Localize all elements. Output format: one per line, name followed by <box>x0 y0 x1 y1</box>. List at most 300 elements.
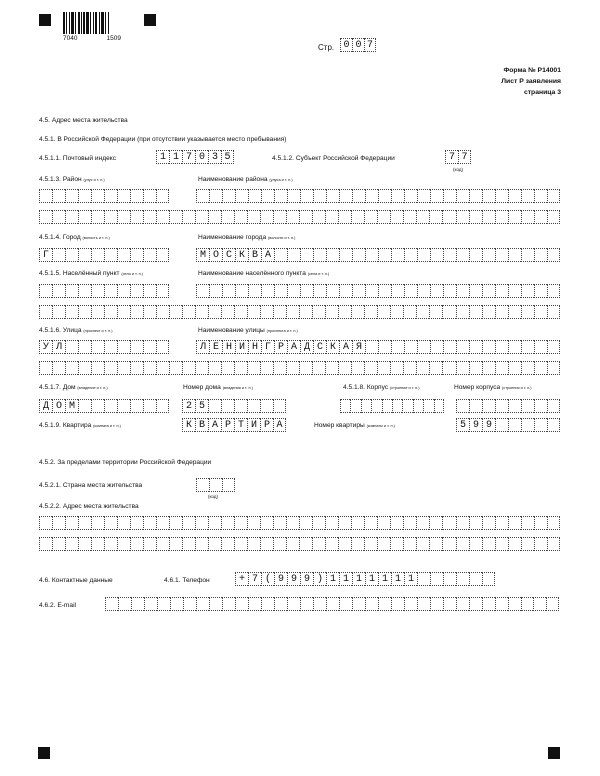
char-cell <box>495 189 508 203</box>
char-cell <box>430 284 443 298</box>
char-cell <box>78 537 91 551</box>
district-hint: (улус и т. п.) <box>83 178 105 182</box>
char-cell <box>365 189 378 203</box>
char-cell <box>286 305 299 319</box>
char-cell <box>364 210 377 224</box>
apartment-number-hint: (комнаты и т. п.) <box>366 424 395 428</box>
subject-label: 4.5.1.2. Субъект Российской Федерации <box>272 155 395 162</box>
city-hint: (волость и т. п.) <box>82 236 110 240</box>
char-cell <box>469 399 482 413</box>
char-cell <box>350 399 360 413</box>
district-name-field-row-1[interactable] <box>196 189 560 203</box>
char-cell <box>39 189 52 203</box>
char-cell: ) <box>313 572 326 586</box>
house-number-label <box>183 384 253 392</box>
char-cell <box>261 284 274 298</box>
char-cell <box>326 284 339 298</box>
char-cell <box>104 210 117 224</box>
char-cell <box>416 537 429 551</box>
char-cell <box>234 210 247 224</box>
apartment-type-field[interactable] <box>182 418 286 432</box>
char-cell <box>299 210 312 224</box>
building-label <box>343 384 420 392</box>
char-cell <box>221 361 234 375</box>
char-cell <box>156 305 169 319</box>
char-cell <box>469 537 482 551</box>
char-cell <box>195 537 208 551</box>
char-cell: 5 <box>456 418 469 432</box>
char-cell <box>482 189 495 203</box>
char-cell <box>456 340 469 354</box>
char-cell <box>234 361 247 375</box>
char-cell <box>78 361 91 375</box>
char-cell <box>534 248 547 262</box>
char-cell <box>208 516 221 530</box>
foreign-address-field-row-2[interactable] <box>39 537 560 551</box>
char-cell <box>534 537 547 551</box>
char-cell <box>482 340 495 354</box>
char-cell <box>104 340 117 354</box>
char-cell: М <box>196 248 209 262</box>
locality-type-field[interactable] <box>39 284 169 298</box>
char-cell <box>534 418 547 432</box>
char-cell <box>234 399 247 413</box>
char-cell <box>118 597 131 611</box>
char-cell <box>456 537 469 551</box>
char-cell <box>482 210 495 224</box>
char-cell: 1 <box>352 572 365 586</box>
char-cell <box>508 597 521 611</box>
char-cell <box>521 305 534 319</box>
char-cell <box>130 399 143 413</box>
char-cell: 5 <box>221 150 234 164</box>
char-cell <box>547 189 560 203</box>
char-cell: 7 <box>364 38 376 52</box>
char-cell <box>508 399 521 413</box>
char-cell: 9 <box>482 418 495 432</box>
house-hint: (владение и т. п.) <box>77 386 108 390</box>
char-cell: Р <box>221 418 234 432</box>
char-cell <box>209 189 222 203</box>
char-cell <box>312 305 325 319</box>
city-name-field[interactable] <box>196 248 560 262</box>
apartment-label <box>39 422 121 430</box>
char-cell <box>104 248 117 262</box>
char-cell <box>143 210 156 224</box>
char-cell <box>521 340 534 354</box>
char-cell: 1 <box>391 572 404 586</box>
char-cell <box>195 516 208 530</box>
building-number-field[interactable] <box>456 399 560 413</box>
char-cell <box>247 516 260 530</box>
char-cell <box>300 597 313 611</box>
char-cell <box>456 248 469 262</box>
char-cell <box>287 284 300 298</box>
char-cell <box>417 248 430 262</box>
char-cell <box>313 189 326 203</box>
char-cell <box>130 537 143 551</box>
corner-marker-bottom-right <box>548 747 560 759</box>
char-cell <box>143 248 156 262</box>
char-cell <box>456 305 469 319</box>
char-cell <box>521 248 534 262</box>
char-cell <box>65 537 78 551</box>
char-cell <box>377 537 390 551</box>
char-cell <box>430 340 443 354</box>
street-name-field-row-2[interactable] <box>39 361 560 375</box>
char-cell <box>130 516 143 530</box>
char-cell <box>547 537 560 551</box>
char-cell <box>65 210 78 224</box>
char-cell <box>117 284 130 298</box>
locality-name-label-text: Наименование населённого пункта <box>198 270 306 277</box>
char-cell: 2 <box>182 399 195 413</box>
char-cell: 1 <box>378 572 391 586</box>
char-cell: 1 <box>156 150 169 164</box>
char-cell <box>417 572 430 586</box>
char-cell <box>325 361 338 375</box>
char-cell <box>248 189 261 203</box>
char-cell <box>156 189 169 203</box>
char-cell <box>338 305 351 319</box>
char-cell <box>273 361 286 375</box>
char-cell <box>417 597 430 611</box>
char-cell <box>469 597 482 611</box>
char-cell <box>351 361 364 375</box>
char-cell <box>442 305 455 319</box>
char-cell <box>339 597 352 611</box>
city-type-field[interactable] <box>39 248 169 262</box>
locality-name-field-row-2[interactable] <box>39 305 560 319</box>
char-cell <box>547 284 560 298</box>
char-cell <box>521 418 534 432</box>
char-cell <box>300 284 313 298</box>
city-name-hint: (волости и т. п.) <box>268 236 296 240</box>
char-cell <box>39 284 52 298</box>
char-cell <box>534 210 547 224</box>
char-cell <box>235 189 248 203</box>
char-cell <box>404 189 417 203</box>
char-cell <box>482 597 495 611</box>
char-cell: К <box>182 418 195 432</box>
char-cell <box>222 189 235 203</box>
house-type-field[interactable] <box>39 399 169 413</box>
char-cell <box>208 361 221 375</box>
country-code-field[interactable] <box>196 478 235 492</box>
char-cell <box>273 516 286 530</box>
char-cell <box>182 361 195 375</box>
char-cell <box>273 210 286 224</box>
char-cell <box>221 399 234 413</box>
district-name-field-row-2[interactable] <box>39 210 560 224</box>
subject-code-hint: (код) <box>453 167 464 172</box>
building-number-hint: (строения и т. п.) <box>502 386 532 390</box>
char-cell <box>339 189 352 203</box>
char-cell <box>443 572 456 586</box>
char-cell <box>430 189 443 203</box>
char-cell <box>312 361 325 375</box>
char-cell <box>417 340 430 354</box>
char-cell: 1 <box>404 572 417 586</box>
section-4-5-1-title: 4.5.1. В Российской Федерации (при отсутствии указывается место пребывания) <box>39 136 287 143</box>
char-cell <box>312 516 325 530</box>
char-cell <box>508 189 521 203</box>
char-cell <box>156 248 169 262</box>
char-cell <box>130 305 143 319</box>
char-cell <box>234 516 247 530</box>
char-cell <box>78 189 91 203</box>
char-cell <box>78 210 91 224</box>
char-cell <box>482 537 495 551</box>
char-cell: Р <box>260 418 273 432</box>
building-type-field[interactable] <box>340 399 444 413</box>
char-cell <box>104 537 117 551</box>
char-cell <box>221 210 234 224</box>
char-cell <box>117 399 130 413</box>
phone-label: 4.6.1. Телефон <box>164 577 210 584</box>
page-number-field[interactable] <box>340 38 376 52</box>
char-cell <box>417 189 430 203</box>
char-cell <box>390 516 403 530</box>
char-cell <box>495 399 508 413</box>
char-cell: А <box>339 340 352 354</box>
char-cell <box>326 189 339 203</box>
char-cell <box>52 537 65 551</box>
char-cell <box>429 537 442 551</box>
char-cell <box>416 516 429 530</box>
char-cell <box>391 189 404 203</box>
street-type-field[interactable] <box>39 340 169 354</box>
char-cell <box>273 305 286 319</box>
char-cell <box>52 284 65 298</box>
char-cell <box>430 248 443 262</box>
char-cell <box>235 284 248 298</box>
char-cell <box>508 284 521 298</box>
char-cell <box>157 597 170 611</box>
char-cell: 0 <box>352 38 364 52</box>
char-cell <box>52 189 65 203</box>
char-cell <box>274 597 287 611</box>
char-cell <box>326 248 339 262</box>
char-cell <box>78 340 91 354</box>
char-cell <box>143 189 156 203</box>
char-cell <box>156 399 169 413</box>
char-cell <box>495 418 508 432</box>
char-cell <box>429 361 442 375</box>
char-cell <box>248 284 261 298</box>
char-cell <box>170 597 183 611</box>
char-cell <box>234 537 247 551</box>
char-cell <box>312 537 325 551</box>
char-cell <box>287 248 300 262</box>
char-cell <box>299 361 312 375</box>
char-cell <box>260 361 273 375</box>
corner-marker-top-right <box>144 14 156 26</box>
street-name-label <box>198 327 298 335</box>
char-cell <box>91 537 104 551</box>
char-cell <box>39 305 52 319</box>
char-cell <box>364 516 377 530</box>
char-cell <box>143 516 156 530</box>
char-cell <box>508 361 521 375</box>
char-cell: 0 <box>195 150 208 164</box>
postal-index-field[interactable] <box>156 150 234 164</box>
char-cell <box>39 537 52 551</box>
char-cell <box>534 340 547 354</box>
char-cell <box>378 284 391 298</box>
char-cell <box>273 399 286 413</box>
char-cell <box>547 248 560 262</box>
char-cell <box>403 537 416 551</box>
char-cell <box>222 478 235 492</box>
char-cell <box>495 537 508 551</box>
house-number-field[interactable] <box>182 399 286 413</box>
barcode-bar <box>109 12 111 34</box>
char-cell <box>390 210 403 224</box>
building-hint: (строение и т. п.) <box>389 386 420 390</box>
char-cell <box>521 284 534 298</box>
char-cell <box>338 516 351 530</box>
char-cell <box>338 537 351 551</box>
char-cell <box>300 189 313 203</box>
char-cell <box>209 597 222 611</box>
form-number: Форма № Р14001 <box>503 67 561 74</box>
city-name-label <box>198 234 295 242</box>
street-name-label-text: Наименование улицы <box>198 327 265 334</box>
char-cell <box>456 516 469 530</box>
char-cell <box>547 516 560 530</box>
char-cell <box>183 597 196 611</box>
char-cell <box>429 210 442 224</box>
char-cell <box>156 284 169 298</box>
char-cell <box>208 305 221 319</box>
char-cell <box>521 537 534 551</box>
char-cell <box>390 305 403 319</box>
char-cell <box>482 284 495 298</box>
char-cell <box>521 399 534 413</box>
char-cell <box>547 418 560 432</box>
apartment-label-text: 4.5.1.9. Квартира <box>39 422 92 429</box>
char-cell: Г <box>261 340 274 354</box>
char-cell <box>261 189 274 203</box>
char-cell <box>221 537 234 551</box>
corner-marker-top-left <box>39 14 51 26</box>
char-cell <box>390 537 403 551</box>
email-field[interactable] <box>105 597 560 611</box>
locality-name-label <box>198 270 329 278</box>
char-cell <box>65 248 78 262</box>
char-cell <box>260 399 273 413</box>
char-cell <box>495 210 508 224</box>
char-cell <box>482 361 495 375</box>
char-cell <box>443 189 456 203</box>
char-cell: 7 <box>458 150 471 164</box>
char-cell <box>313 248 326 262</box>
char-cell <box>403 305 416 319</box>
char-cell <box>482 248 495 262</box>
char-cell: 1 <box>365 572 378 586</box>
char-cell: С <box>222 248 235 262</box>
char-cell <box>391 597 404 611</box>
char-cell: А <box>287 340 300 354</box>
char-cell <box>52 361 65 375</box>
postal-index-label: 4.5.1.1. Почтовый индекс <box>39 155 116 162</box>
char-cell: Я <box>352 340 365 354</box>
char-cell <box>391 248 404 262</box>
char-cell <box>247 537 260 551</box>
char-cell <box>456 189 469 203</box>
char-cell: Д <box>300 340 313 354</box>
char-cell <box>117 516 130 530</box>
char-cell <box>196 597 209 611</box>
char-cell <box>495 361 508 375</box>
page-label: Стр. <box>318 43 335 52</box>
char-cell <box>209 284 222 298</box>
char-cell: О <box>52 399 65 413</box>
char-cell: Д <box>39 399 52 413</box>
char-cell <box>417 284 430 298</box>
char-cell <box>495 248 508 262</box>
char-cell <box>430 572 443 586</box>
char-cell <box>208 399 221 413</box>
char-cell: 7 <box>248 572 261 586</box>
street-label <box>39 327 113 335</box>
char-cell <box>286 537 299 551</box>
char-cell: Т <box>234 418 247 432</box>
char-cell <box>547 399 560 413</box>
char-cell <box>403 210 416 224</box>
char-cell <box>65 189 78 203</box>
char-cell <box>196 478 209 492</box>
char-cell <box>313 284 326 298</box>
district-type-field[interactable] <box>39 189 169 203</box>
apartment-number-label <box>314 422 395 430</box>
char-cell <box>65 516 78 530</box>
barcode-number-left: 7040 <box>63 35 78 42</box>
char-cell <box>382 399 392 413</box>
phone-field[interactable] <box>235 572 495 586</box>
char-cell <box>169 210 182 224</box>
char-cell <box>65 340 78 354</box>
char-cell <box>378 597 391 611</box>
char-cell <box>469 516 482 530</box>
char-cell <box>91 516 104 530</box>
char-cell <box>391 284 404 298</box>
char-cell <box>131 597 144 611</box>
city-name-label-text: Наименование города <box>198 234 267 241</box>
char-cell <box>247 305 260 319</box>
char-cell <box>339 248 352 262</box>
char-cell <box>521 597 534 611</box>
locality-name-field-row-1[interactable] <box>196 284 560 298</box>
apartment-number-field[interactable] <box>456 418 560 432</box>
locality-label <box>39 270 143 278</box>
char-cell <box>429 516 442 530</box>
char-cell: А <box>261 248 274 262</box>
char-cell <box>392 399 402 413</box>
subject-code-field[interactable] <box>445 150 471 164</box>
street-name-field-row-1[interactable] <box>196 340 560 354</box>
char-cell <box>91 361 104 375</box>
char-cell <box>495 340 508 354</box>
char-cell <box>508 418 521 432</box>
house-number-label-text: Номер дома <box>183 384 221 391</box>
char-cell <box>52 516 65 530</box>
char-cell <box>521 361 534 375</box>
char-cell <box>456 361 469 375</box>
char-cell: Л <box>52 340 65 354</box>
foreign-address-field-row-1[interactable] <box>39 516 560 530</box>
